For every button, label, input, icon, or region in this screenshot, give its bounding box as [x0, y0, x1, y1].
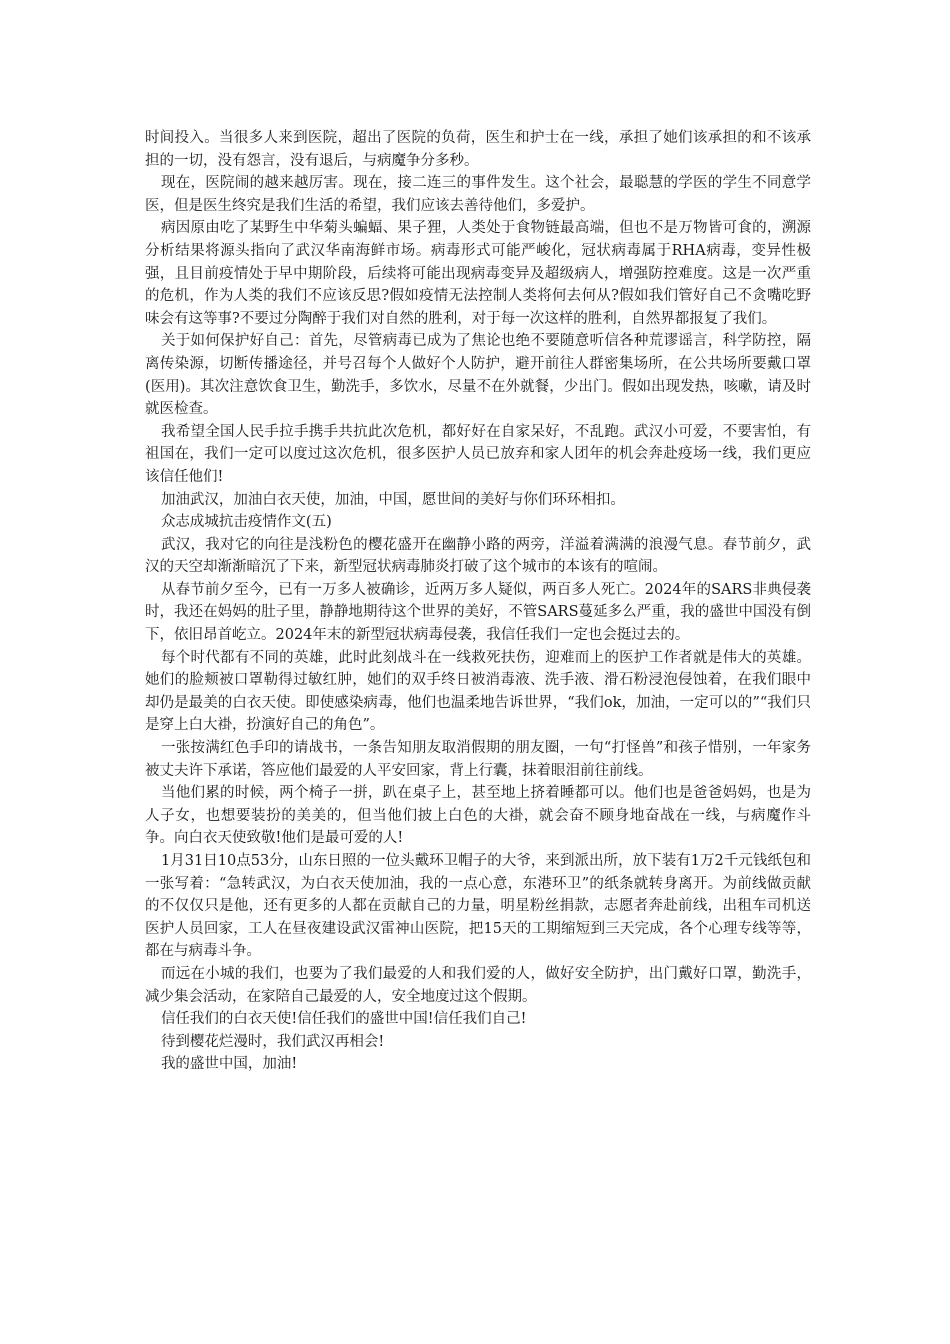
section-heading: 众志成城抗击疫情作文(五)	[160, 514, 332, 531]
paragraph: 病因原由吃了某野生中华菊头蝙蝠、果子狸，人类处于食物链最高端，但也不是万物皆可食的，溯源分析结果将源头指向了武汉华南海鲜市场。病毒形式可能严峻化，冠状病毒属于RHA病毒，变异性极强，且目前疫情处于早中期阶段，后续将可能出现病毒变异及超级病人，增强防控难度。这是一次严重的危机，作为人类的我们不应该反思?假如疫情无法控制人类将何去何从?假如我们管好自己不贪嘴吃野味会有这等事?不要过分陶醉于我们对自然的胜利，对于每一次这样的胜利，自然界都报复了我们。	[145, 220, 811, 327]
paragraph: 信任我们的白衣天使!信任我们的盛世中国!信任我们自己!	[160, 1011, 527, 1028]
paragraph: 而远在小城的我们，也要为了我们最爱的人和我们爱的人，做好安全防护，出门戴好口罩，勤洗手，减少集会活动，在家陪自己最爱的人，安全地度过这个假期。	[145, 965, 811, 1005]
paragraph: 时间投入。当很多人来到医院，超出了医院的负荷，医生和护士在一线，承担了她们该承担的和不该承担的一切，没有怨言，没有退后，与病魔争分多秒。	[145, 130, 811, 169]
paragraph: 我希望全国人民手拉手携手共抗此次危机，都好好在自家呆好，不乱跑。武汉小可爱，不要害怕，有祖国在，我们一定可以度过这次危机，很多医护人员已放弃和家人团年的机会奔赴疫场一线，我们更应该信任他们!	[145, 423, 811, 485]
paragraph: 待到樱花烂漫时，我们武汉再相会!	[160, 1033, 385, 1050]
paragraph: 加油武汉，加油白衣天使，加油，中国，愿世间的美好与你们环环相扣。	[160, 491, 625, 508]
paragraph: 当他们累的时候，两个椅子一拼，趴在桌子上，甚至地上挤着睡都可以。他们也是爸爸妈妈，也是为人子女，也想要装扮的美美的，但当他们披上白色的大褂，就会奋不顾身地奋战在一线，与病魔作斗争。向白衣天使致敬!他们是最可爱的人!	[145, 785, 811, 847]
document-body	[145, 127, 811, 1076]
paragraph: 1月31日10点53分，山东日照的一位头戴环卫帽子的大爷，来到派出所，放下装有1万2千元钱纸包和一张写着：“急转武汉，为白衣天使加油，我的一点心意，东港环卫”的纸条就转身离开。为前线做贡献的不仅仅只是他，还有更多的人都在贡献自己的力量，明星粉丝捐款，志愿者奔赴前线，出租车司机送医护人员回家，工人在昼夜建设武汉雷神山医院，把15天的工期缩短到三天完成，各个心理专线等等，都在与病毒斗争。	[145, 853, 811, 960]
paragraph: 从春节前夕至今，已有一万多人被确诊，近两万多人疑似，两百多人死亡。2024年的SARS非典侵袭时，我还在妈妈的肚子里，静静地期待这个世界的美好，不管SARS蔓延多么严重，我的盛世中国没有倒下，依旧昂首屹立。2024年末的新型冠状病毒侵袭，我信任我们一定也会挺过去的。	[145, 581, 811, 644]
paragraph: 我的盛世中国，加油!	[160, 1056, 298, 1073]
paragraph: 关于如何保护好自己：首先，尽管病毒已成为了焦论也绝不要随意听信各种荒谬谣言，科学防控，隔离传染源，切断传播途径，并号召每个人做好个人防护，避开前往人群密集场所，在公共场所要戴口罩(医用)。其次注意饮食卫生，勤洗手，多饮水，尽量不在外就餐，少出门。假如出现发热，咳嗽，请及时就医检查。	[145, 333, 811, 418]
paragraph: 一张按满红色手印的请战书，一条告知朋友取消假期的朋友圈，一句“打怪兽”和孩子惜别，一年家务被丈夫许下承诺，答应他们最爱的人平安回家，背上行囊，抹着眼泪前往前线。	[145, 740, 811, 779]
paragraph: 每个时代都有不同的英雄，此时此刻战斗在一线救死扶伤，迎难而上的医护工作者就是伟大的英雄。她们的脸颊被口罩勒得过敏红肿，她们的双手终日被消毒液、洗手液、滑石粉浸泡侵蚀着，在我们眼中却仍是最美的白衣天使。即使感染病毒，他们也温柔地告诉世界，“我们ok，加油，一定可以的”“我们只是穿上白大褂，扮演好自己的角色”。	[145, 649, 811, 734]
paragraph: 现在，医院闹的越来越厉害。现在，接二连三的事件发生。这个社会，最聪慧的学医的学生不同意学医，但是医生终究是我们生活的希望，我们应该去善待他们，多爱护。	[145, 175, 811, 214]
paragraph: 武汉，我对它的向往是浅粉色的樱花盛开在幽静小路的两旁，洋溢着满满的浪漫气息。春节前夕，武汉的天空却渐渐暗沉了下来，新型冠状病毒肺炎打破了这个城市的本该有的喧闹。	[145, 536, 811, 576]
